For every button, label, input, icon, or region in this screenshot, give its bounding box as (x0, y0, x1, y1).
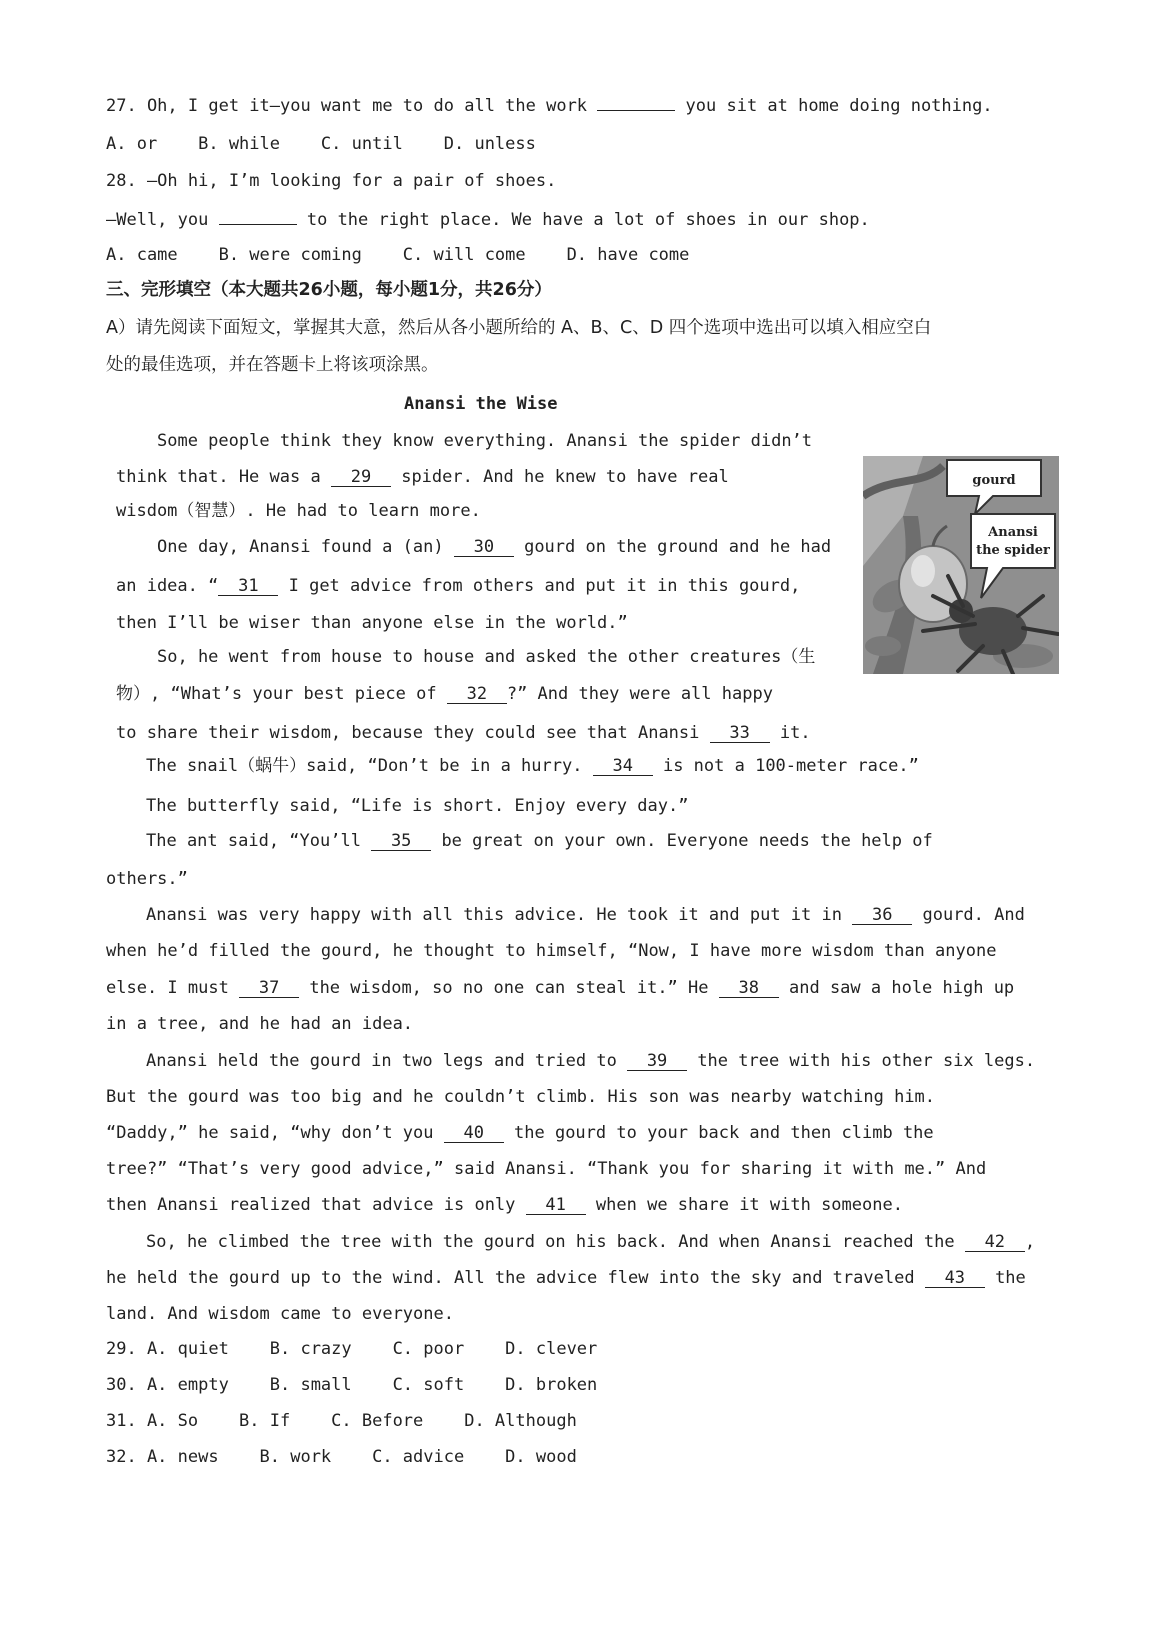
passage-line: when he’d filled the gourd, he thought to himself, “Now, I have more wisdom than anyone (106, 941, 997, 961)
section-heading: 三、完形填空（本大题共26小题，每小题1分，共26分） (106, 280, 552, 300)
passage-line: Anansi held the gourd in two legs and tried to 39 the tree with his other six legs. (146, 1051, 1036, 1071)
q31-options: 31. A. So B. If C. Before D. Although (106, 1411, 577, 1431)
blank-32: 32 (447, 685, 507, 704)
label-gourd: gourd (972, 473, 1016, 488)
passage-line: So, he climbed the tree with the gourd on his back. And when Anansi reached the 42 , (146, 1232, 1036, 1252)
passage-line: The ant said, “You’ll 35 be great on your own. Everyone needs the help of (146, 831, 933, 851)
blank-41: 41 (526, 1196, 586, 1215)
section-instruction-1: A）请先阅读下面短文，掌握其大意，然后从各小题所给的 A、B、C、D 四个选项中选出可以填入相应空白 (106, 318, 932, 338)
blank-31: 31 (218, 577, 278, 596)
blank-36: 36 (852, 906, 912, 925)
blank-38: 38 (719, 979, 779, 998)
passage-line: wisdom（智慧）. He had to learn more. (116, 501, 481, 521)
passage-line: tree?” “That’s very good advice,” said Anansi. “Thank you for sharing it with me.” And (106, 1159, 987, 1179)
q28-line2 (106, 209, 870, 231)
blank-42: 42 (965, 1233, 1025, 1252)
blank-37: 37 (239, 979, 299, 998)
blank-39: 39 (627, 1052, 687, 1071)
blank-34: 34 (593, 757, 653, 776)
blank-35: 35 (371, 832, 431, 851)
blank-40: 40 (444, 1124, 504, 1143)
passage-line: One day, Anansi found a (an) 30 gourd on the ground and he had (157, 537, 832, 557)
blank-29: 29 (331, 468, 391, 487)
passage-line: “Daddy,” he said, “why don’t you 40 the gourd to your back and then climb the (106, 1123, 934, 1143)
passage-line: then Anansi realized that advice is only 41 when we share it with someone. (106, 1195, 903, 1215)
q28-line1: 28. —Oh hi, I’m looking for a pair of shoes. (106, 171, 557, 191)
passage-line: So, he went from house to house and asked the other creatures（生 (157, 647, 816, 667)
q27-blank (597, 110, 675, 111)
passage-line: think that. He was a 29 spider. And he knew to have real (116, 467, 729, 487)
q27-options: A. or B. while C. until D. unless (106, 134, 536, 154)
passage-line: else. I must 37 the wisdom, so no one can steal it.” He 38 and saw a hole high up (106, 978, 1015, 998)
q27-stem-post: you sit at home doing nothing. (685, 96, 993, 116)
q29-options: 29. A. quiet B. crazy C. poor D. clever (106, 1339, 598, 1359)
passage-line: Anansi was very happy with all this advice. He took it and put it in 36 gourd. And (146, 905, 1025, 925)
q32-options: 32. A. news B. work C. advice D. wood (106, 1447, 577, 1467)
passage-line: Some people think they know everything. Anansi the spider didn’t (157, 431, 813, 451)
label-anansi: Anansi (988, 525, 1038, 540)
passage-line: in a tree, and he had an idea. (106, 1014, 414, 1034)
blank-30: 30 (454, 538, 514, 557)
passage-line: land. And wisdom came to everyone. (106, 1304, 454, 1324)
passage-title: Anansi the Wise (404, 394, 558, 414)
passage-line: The snail（蜗牛）said, “Don’t be in a hurry. 34 is not a 100-meter race.” (146, 756, 919, 776)
q27-stem (106, 95, 993, 117)
blank-43: 43 (925, 1269, 985, 1288)
passage-line: then I’ll be wiser than anyone else in the world.” (116, 613, 628, 633)
label-the-spider: the spider (976, 543, 1050, 558)
passage-line: But the gourd was too big and he couldn’t climb. His son was nearby watching him. (106, 1087, 936, 1107)
passage-line: an idea. “ 31 I get advice from others and put it in this gourd, (116, 576, 801, 596)
passage-line: The butterfly said, “Life is short. Enjoy every day.” (146, 796, 689, 816)
q28-line2-post: to the right place. We have a lot of shoes in our shop. (306, 210, 870, 230)
passage-line: 物）, “What’s your best piece of 32 ?” And they were all happy (116, 684, 773, 704)
q27-stem-pre: 27. Oh, I get it—you want me to do all the work (106, 96, 588, 116)
passage-line: others.” (106, 869, 188, 889)
q28-options: A. came B. were coming C. will come D. have come (106, 245, 690, 265)
passage-line: he held the gourd up to the wind. All the advice flew into the sky and traveled 43 the (106, 1268, 1026, 1288)
blank-33: 33 (710, 724, 770, 743)
q30-options: 30. A. empty B. small C. soft D. broken (106, 1375, 598, 1395)
q28-blank (219, 224, 297, 225)
q28-line2-pre: —Well, you (106, 210, 209, 230)
anansi-illustration (863, 456, 1059, 674)
section-instruction-2: 处的最佳选项，并在答题卡上将该项涂黑。 (106, 355, 439, 375)
passage-line: to share their wisdom, because they could see that Anansi 33 it. (116, 723, 811, 743)
